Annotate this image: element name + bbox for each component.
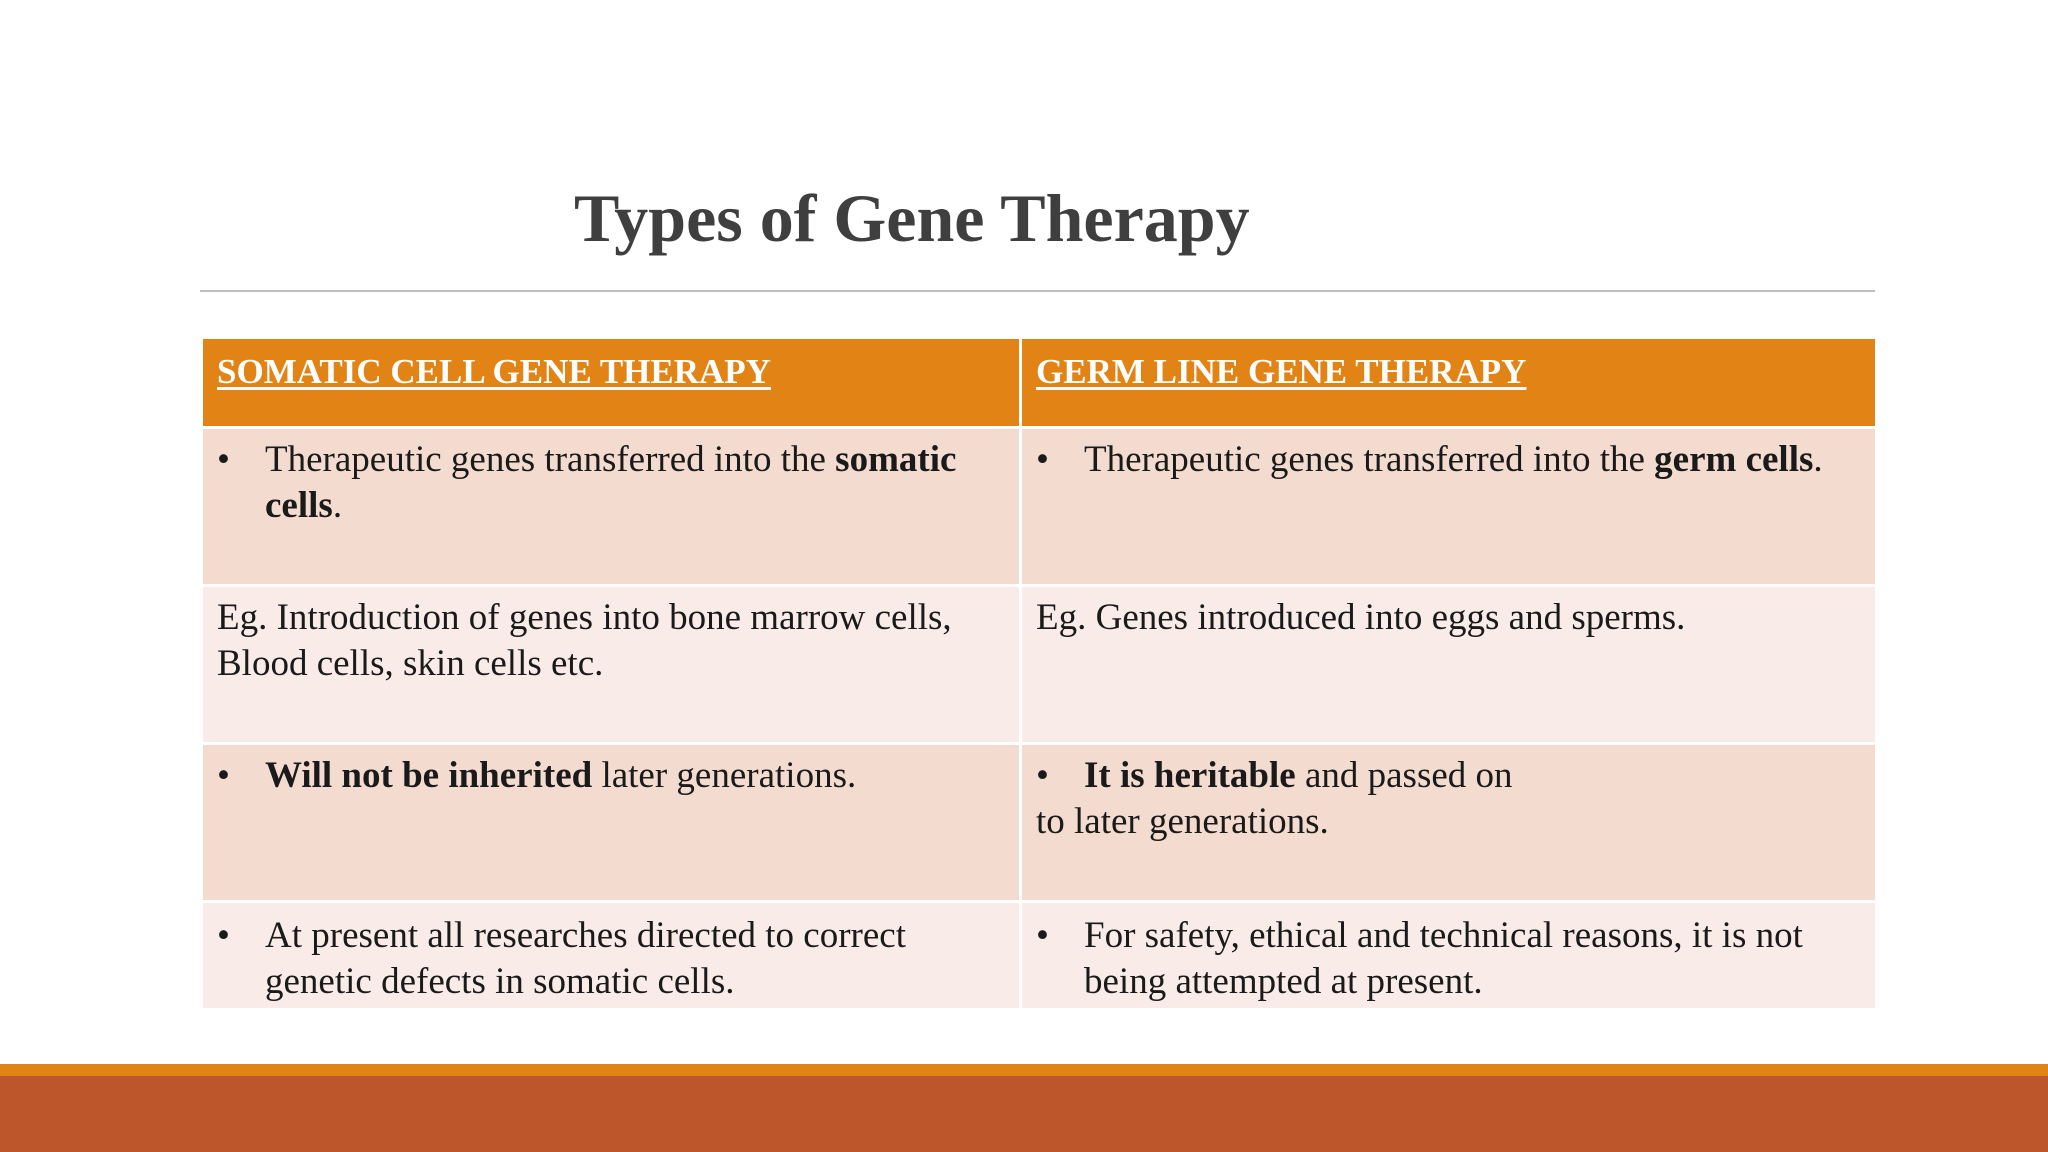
comparison-table bbox=[200, 336, 1878, 1011]
cell-somatic-definition bbox=[202, 428, 1021, 586]
footer-band bbox=[0, 1076, 2048, 1152]
header-somatic: SOMATIC CELL GENE THERAPY bbox=[202, 338, 1021, 428]
table-row bbox=[202, 586, 1877, 744]
page-title: Types of Gene Therapy bbox=[574, 180, 1250, 256]
cell-bold-text: germ cells bbox=[1654, 439, 1814, 480]
footer-accent-stripe bbox=[0, 1064, 2048, 1076]
cell-text: to later generations. bbox=[1036, 801, 1329, 842]
cell-text: Therapeutic genes transferred into the bbox=[1084, 439, 1655, 480]
cell-somatic-example bbox=[202, 586, 1021, 744]
cell-text: . bbox=[1813, 439, 1823, 480]
bullet: • bbox=[1036, 915, 1049, 956]
cell-text: Blood cells, skin cells etc. bbox=[217, 643, 604, 684]
header-germline: GERM LINE GENE THERAPY bbox=[1021, 338, 1877, 428]
title-divider bbox=[200, 290, 1875, 292]
bullet: • bbox=[217, 439, 230, 480]
cell-germline-inheritance bbox=[1021, 744, 1877, 902]
table-header-row bbox=[202, 338, 1877, 428]
table-row bbox=[202, 902, 1877, 1010]
bullet: • bbox=[1036, 439, 1049, 480]
cell-somatic-inheritance bbox=[202, 744, 1021, 902]
cell-text: Eg. Genes introduced into eggs and sperms. bbox=[1036, 597, 1686, 638]
bullet: • bbox=[217, 755, 230, 796]
cell-text: Therapeutic genes transferred into the bbox=[265, 439, 836, 480]
cell-germline-example bbox=[1021, 586, 1877, 744]
table-row bbox=[202, 428, 1877, 586]
cell-bold-text: somatic cells bbox=[265, 439, 957, 526]
cell-germline-research bbox=[1021, 902, 1877, 1010]
cell-text: later generations. bbox=[592, 755, 857, 796]
cell-germline-definition bbox=[1021, 428, 1877, 586]
cell-text: . bbox=[332, 485, 343, 526]
bullet: • bbox=[1036, 755, 1049, 796]
cell-somatic-research bbox=[202, 902, 1021, 1010]
cell-text: For safety, ethical and technical reasons, it is not being attempted at present. bbox=[1084, 915, 1803, 1002]
cell-bold-text: It is heritable bbox=[1084, 755, 1296, 796]
table-row bbox=[202, 744, 1877, 902]
cell-text: and passed on bbox=[1295, 755, 1513, 796]
cell-text: Eg. Introduction of genes into bone marrow cells, bbox=[217, 597, 952, 638]
cell-text: At present all researches directed to correct genetic defects in somatic cells. bbox=[265, 915, 906, 1002]
bullet: • bbox=[217, 915, 230, 956]
cell-bold-text: Will not be inherited bbox=[265, 755, 593, 796]
